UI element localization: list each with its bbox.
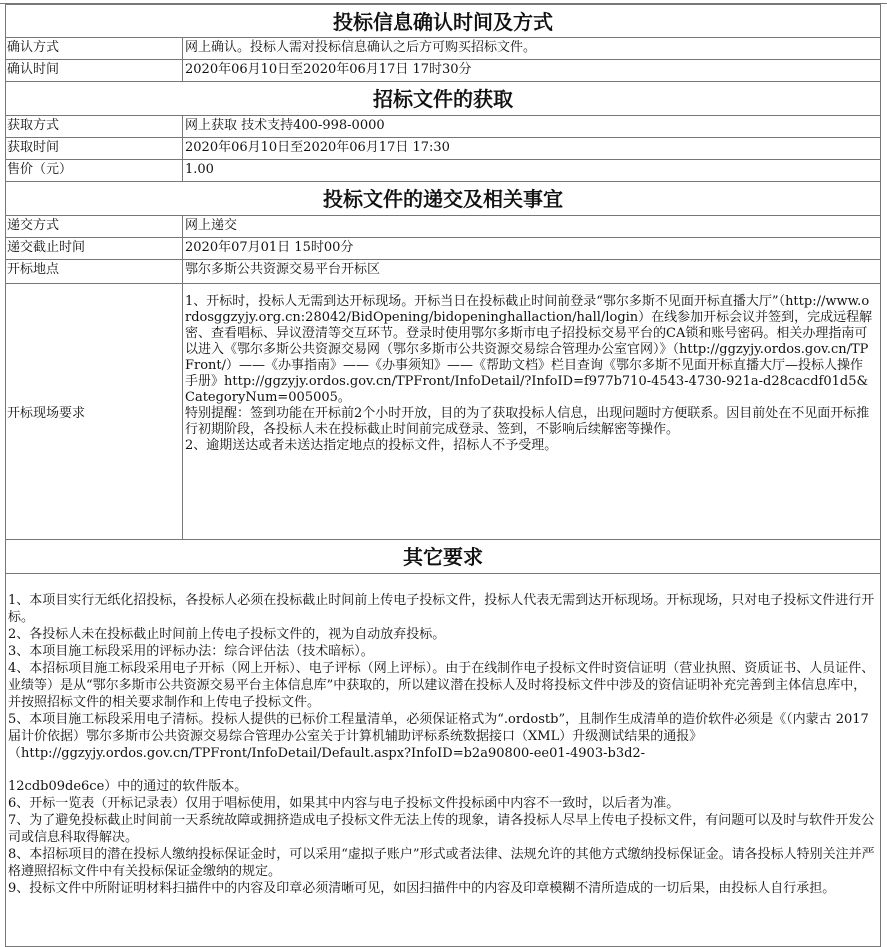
other-item-8: 8、本招标项目的潜在投标人缴纳投标保证金时，可以采用“虚拟子账户”形式或者法律、法规允许的其他方式缴纳投标保证金。请各投标人特别关注并严格遵照招标文件中有关投标保证金缴纳的规定。 xyxy=(8,847,875,879)
other-section-heading: 其它要求 xyxy=(5,540,881,574)
acquire-method-value: 网上获取 技术支持400-998-0000 xyxy=(185,118,385,133)
other-item-3: 3、本项目施工标段采用的评标办法：综合评估法（技术暗标）。 xyxy=(8,644,374,659)
other-item-9: 9、投标文件中所附证明材料扫描件中的内容及印章必须清晰可见，如因扫描件中的内容及印章模糊不清所造成的一切后果，由投标人自行承担。 xyxy=(8,881,836,896)
other-item-5-tail: 12cdb09de6ce）中的通过的软件版本。 xyxy=(8,779,248,794)
acquire-method-row xyxy=(5,116,881,138)
submit-location-label: 开标地点 xyxy=(6,260,183,283)
submit-section-heading: 投标文件的递交及相关事宜 xyxy=(5,182,881,216)
acquire-price-row xyxy=(5,160,881,182)
acquire-time-value: 2020年06月10日至2020年06月17日 17:30 xyxy=(185,140,450,155)
confirm-method-value: 网上确认。投标人需对投标信息确认之后方可购买招标文件。 xyxy=(185,40,537,55)
submit-method-row xyxy=(5,216,881,238)
acquire-price-value: 1.00 xyxy=(185,162,214,177)
other-item-1: 1、本项目实行无纸化招投标，各投标人必须在投标截止时间前上传电子投标文件，投标人代表无需到达开标现场。开标现场，只对电子投标文件进行开标。 xyxy=(8,593,875,625)
confirm-time-value: 2020年06月10日至2020年06月17日 17时30分 xyxy=(185,62,472,77)
onsite-paragraph-2: 2、逾期送达或者未送达指定地点的投标文件，招标人不予受理。 xyxy=(185,438,558,453)
onsite-paragraph-1: 1、开标时，投标人无需到达开标现场。开标当日在投标截止时间前登录“鄂尔多斯不见面开标直播大厅”（http://www.ordosggzyjy.org.cn:28042/BidOpening/bidopeninghallaction/hall/login）在线参加开标会议并签到，完成远程解密、查看唱标、异议澄清等交互环节。登录时使用鄂尔多斯市电子招投标交易平台的CA锁和账号密码。相关办理指南可以进入《鄂尔多斯公共资源交易网（鄂尔多斯市公共资源交易综合管理办公室官网）》（http://ggzyjy.ordos.gov.cn/TPFront/）——《办事指南》——《办事须知》——《帮助文档》栏目查询《鄂尔多斯不见面开标直播大厅—投标人操作手册》http://ggzyjy.ordos.gov.cn/TPFront/InfoDetail/?InfoID=f977b710-4543-4730-921a-d28cacdf01d5&CategoryNum=005005。 xyxy=(185,294,873,405)
acquire-method-label: 获取方式 xyxy=(6,116,183,137)
onsite-special-reminder: 特别提醒：签到功能在开标前2个小时开放，目的为了获取投标人信息，出现问题时方便联系。因目前处在不见面开标推行初期阶段，各投标人未在投标截止时间前完成登录、签到，不影响后续解密等操作。 xyxy=(185,406,870,437)
other-item-5: 5、本项目施工标段采用电子清标。投标人提供的已标价工程量清单，必须保证格式为“.ordostb”，且制作生成清单的造价软件必须是《（内蒙古 2017 届计价依据）鄂尔多斯市公共资源交易综合管理办公室关于计算机辅助评标系统数据接口（XML）升级测试结果的通报》 xyxy=(8,712,869,744)
submit-method-value: 网上递交 xyxy=(185,218,238,233)
acquire-time-row xyxy=(5,138,881,160)
submit-location-row xyxy=(5,260,881,284)
submit-onsite-row xyxy=(5,284,881,540)
acquire-section-heading: 招标文件的获取 xyxy=(5,82,881,116)
submit-location-value: 鄂尔多斯公共资源交易平台开标区 xyxy=(185,262,381,277)
acquire-time-label: 获取时间 xyxy=(6,138,183,159)
other-item-5-link: （http://ggzyjy.ordos.gov.cn/TPFront/InfoDetail/Default.aspx?InfoID=b2a90800-ee01-4903-b3d2- xyxy=(8,746,646,761)
submit-method-label: 递交方式 xyxy=(6,216,183,237)
submit-deadline-label: 递交截止时间 xyxy=(6,238,183,259)
submit-deadline-row xyxy=(5,238,881,260)
acquire-price-label: 售价（元） xyxy=(6,160,183,181)
other-item-2: 2、各投标人未在投标截止时间前上传电子投标文件的，视为自动放弃投标。 xyxy=(8,627,446,642)
confirm-section-heading: 投标信息确认时间及方式 xyxy=(5,4,881,38)
submit-onsite-content xyxy=(182,294,880,454)
other-requirements-list xyxy=(5,574,881,947)
confirm-time-label: 确认时间 xyxy=(6,60,183,81)
confirm-method-label: 确认方式 xyxy=(6,38,183,59)
confirm-method-row xyxy=(5,38,881,60)
other-item-6: 6、开标一览表（开标记录表）仅用于唱标使用，如果其中内容与电子投标文件投标函中内容不一致时，以后者为准。 xyxy=(8,796,680,811)
submit-deadline-value: 2020年07月01日 15时00分 xyxy=(185,240,354,255)
submit-onsite-label: 开标现场要求 xyxy=(6,284,183,539)
other-item-7: 7、为了避免投标截止时间前一天系统故障或拥挤造成电子投标文件无法上传的现象，请各投标人尽早上传电子投标文件，有问题可以及时与软件开发公司或信息科取得解决。 xyxy=(8,813,875,845)
confirm-time-row xyxy=(5,60,881,82)
other-item-4: 4、本招标项目施工标段采用电子开标（网上开标）、电子评标（网上评标）。由于在线制作电子投标文件时资信证明（营业执照、资质证书、人员证件、业绩等）是从“鄂尔多斯市公共资源交易平台主体信息库”中获取的，所以建议潜在投标人及时将投标文件中涉及的资信证明补充完善到主体信息库中，并按照招标文件的相关要求制作和上传电子投标文件。 xyxy=(8,661,875,710)
